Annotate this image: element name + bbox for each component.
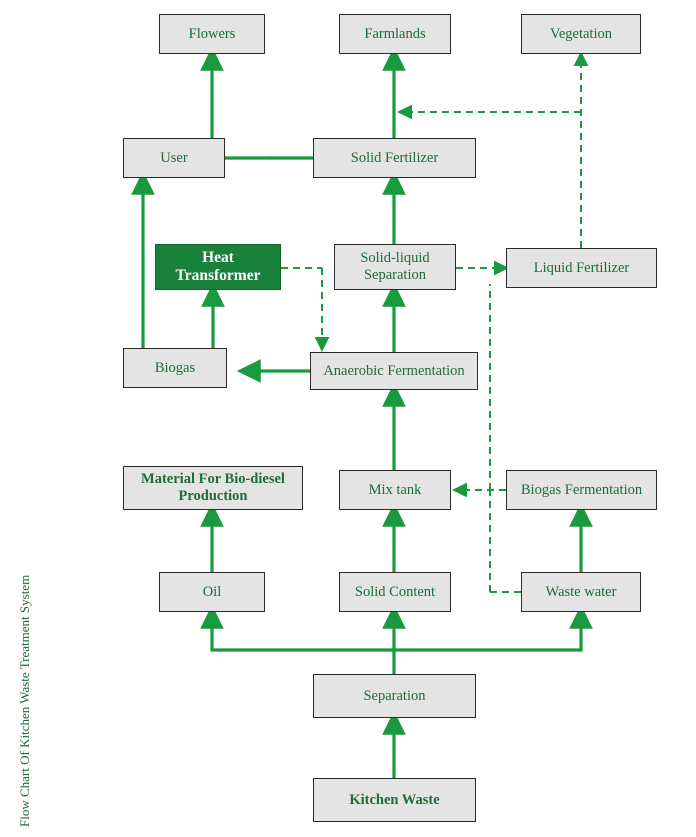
node-waste-water[interactable]	[521, 572, 641, 612]
node-label: Oil	[202, 583, 222, 600]
node-label: Separation	[363, 687, 426, 704]
node-biodiesel-material[interactable]	[123, 466, 303, 510]
node-anaerobic-fermentation[interactable]	[310, 352, 478, 390]
node-kitchen-waste[interactable]	[313, 778, 476, 822]
node-label: Liquid Fertilizer	[533, 259, 630, 276]
node-label: Mix tank	[368, 481, 422, 498]
node-label: Solid-liquid Separation	[360, 250, 430, 283]
node-separation[interactable]	[313, 674, 476, 718]
node-label: Kitchen Waste	[349, 791, 440, 808]
side-title-text: Flow Chart Of Kitchen Waste Treatment System	[17, 574, 32, 827]
node-label: Solid Fertilizer	[350, 149, 439, 166]
node-label: Material For Bio-diesel Production	[141, 471, 285, 504]
node-label: Farmlands	[364, 25, 426, 42]
node-solid-content[interactable]	[339, 572, 451, 612]
node-label: User	[160, 149, 188, 166]
node-label: Solid Content	[354, 583, 436, 600]
node-liquid-fertilizer[interactable]	[506, 248, 657, 288]
node-mix-tank[interactable]	[339, 470, 451, 510]
node-label: Anaerobic Fermentation	[323, 362, 465, 379]
node-solid-fertilizer[interactable]	[313, 138, 476, 178]
diagram-side-title	[0, 455, 32, 835]
node-oil[interactable]	[159, 572, 265, 612]
node-solid-liquid-separation[interactable]	[334, 244, 456, 290]
node-label: Heat Transformer	[175, 249, 261, 284]
node-heat-transformer[interactable]	[155, 244, 281, 290]
node-label: Biogas	[154, 359, 196, 376]
node-biogas[interactable]	[123, 348, 227, 388]
node-vegetation[interactable]	[521, 14, 641, 54]
node-flowers[interactable]	[159, 14, 265, 54]
node-label: Vegetation	[549, 25, 612, 42]
node-label: Biogas Fermentation	[520, 481, 643, 498]
node-user[interactable]	[123, 138, 225, 178]
node-farmlands[interactable]	[339, 14, 451, 54]
node-label: Waste water	[545, 583, 617, 600]
node-label: Flowers	[188, 25, 236, 42]
node-biogas-fermentation[interactable]	[506, 470, 657, 510]
